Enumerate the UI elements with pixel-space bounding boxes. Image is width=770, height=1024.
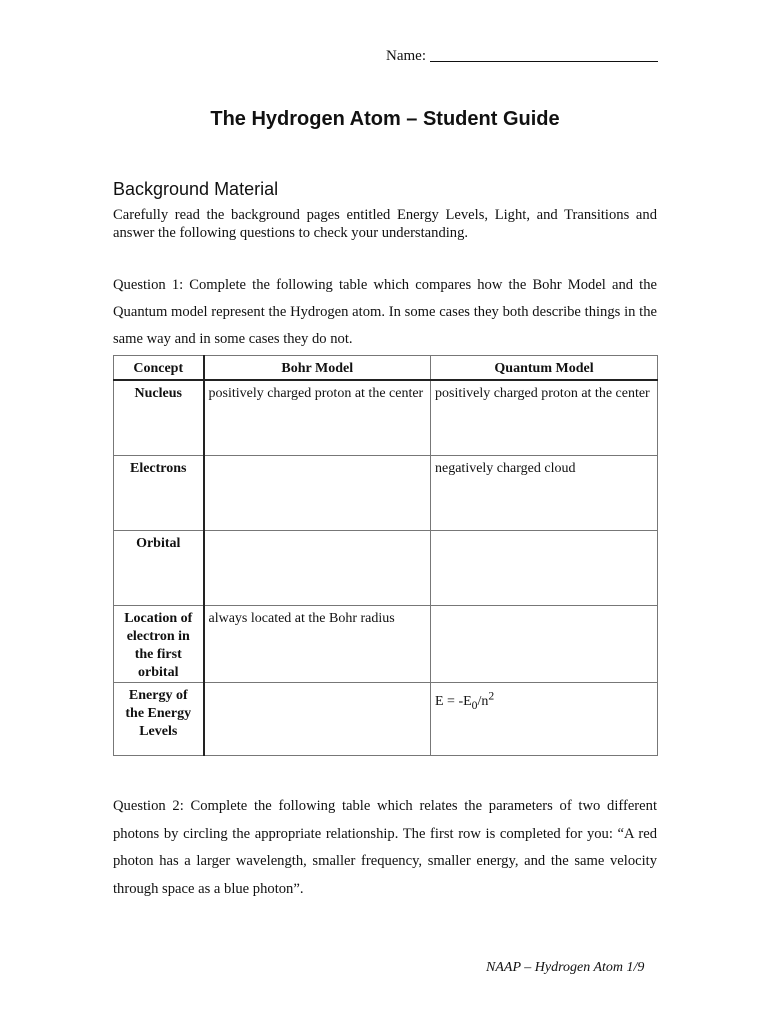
concept-cell: Location of electron in the first orbital [114, 606, 204, 683]
quantum-cell[interactable]: negatively charged cloud [431, 456, 658, 531]
concept-cell: Electrons [114, 456, 204, 531]
question-2-text: Question 2: Complete the following table which relates the parameters of two different photons by circling the appropriate relationship. The first row is completed for you: “A red photon has a larger wavelength, smaller frequency, smaller energy, and the same velocity through space as a blue photon”. [113, 798, 657, 897]
quantum-cell[interactable] [431, 606, 658, 683]
energy-formula: $E = -E_0/n^2$ [435, 689, 495, 712]
bohr-cell[interactable] [204, 531, 431, 606]
concept-cell: Orbital [114, 531, 204, 606]
header-quantum-model: Quantum Model [431, 356, 658, 381]
bohr-cell[interactable] [204, 683, 431, 756]
table-row [114, 683, 658, 756]
table-row [114, 380, 658, 456]
quantum-cell[interactable]: positively charged proton at the center [431, 380, 658, 456]
bohr-cell[interactable]: always located at the Bohr radius [204, 606, 431, 683]
name-field [386, 47, 658, 65]
intro-paragraph: Carefully read the background pages entitled Energy Levels, Light, and Transitions and answer the following questions to check your understanding. [113, 207, 657, 241]
page-footer: NAAP – Hydrogen Atom 1/9 [486, 960, 645, 975]
name-blank-line[interactable] [430, 47, 658, 62]
table-header-row [114, 356, 658, 381]
bohr-cell[interactable] [204, 456, 431, 531]
name-label: Name: [386, 48, 426, 64]
header-bohr-model: Bohr Model [204, 356, 431, 381]
quantum-cell[interactable] [431, 531, 658, 606]
concept-cell: Nucleus [114, 380, 204, 456]
concept-cell: Energy of the Energy Levels [114, 683, 204, 756]
bohr-vs-quantum-table [113, 355, 658, 756]
quantum-cell[interactable] [431, 683, 658, 756]
bohr-cell[interactable]: positively charged proton at the center [204, 380, 431, 456]
page-title: The Hydrogen Atom – Student Guide [210, 108, 560, 130]
table-row [114, 456, 658, 531]
table-row [114, 531, 658, 606]
table-row [114, 606, 658, 683]
question-1-text: Question 1: Complete the following table which compares how the Bohr Model and the Quantum model represent the Hydrogen atom. In some cases they both describe things in the same way and in some cases they do not. [113, 277, 657, 347]
section-heading: Background Material [113, 179, 279, 199]
header-concept: Concept [114, 356, 204, 381]
